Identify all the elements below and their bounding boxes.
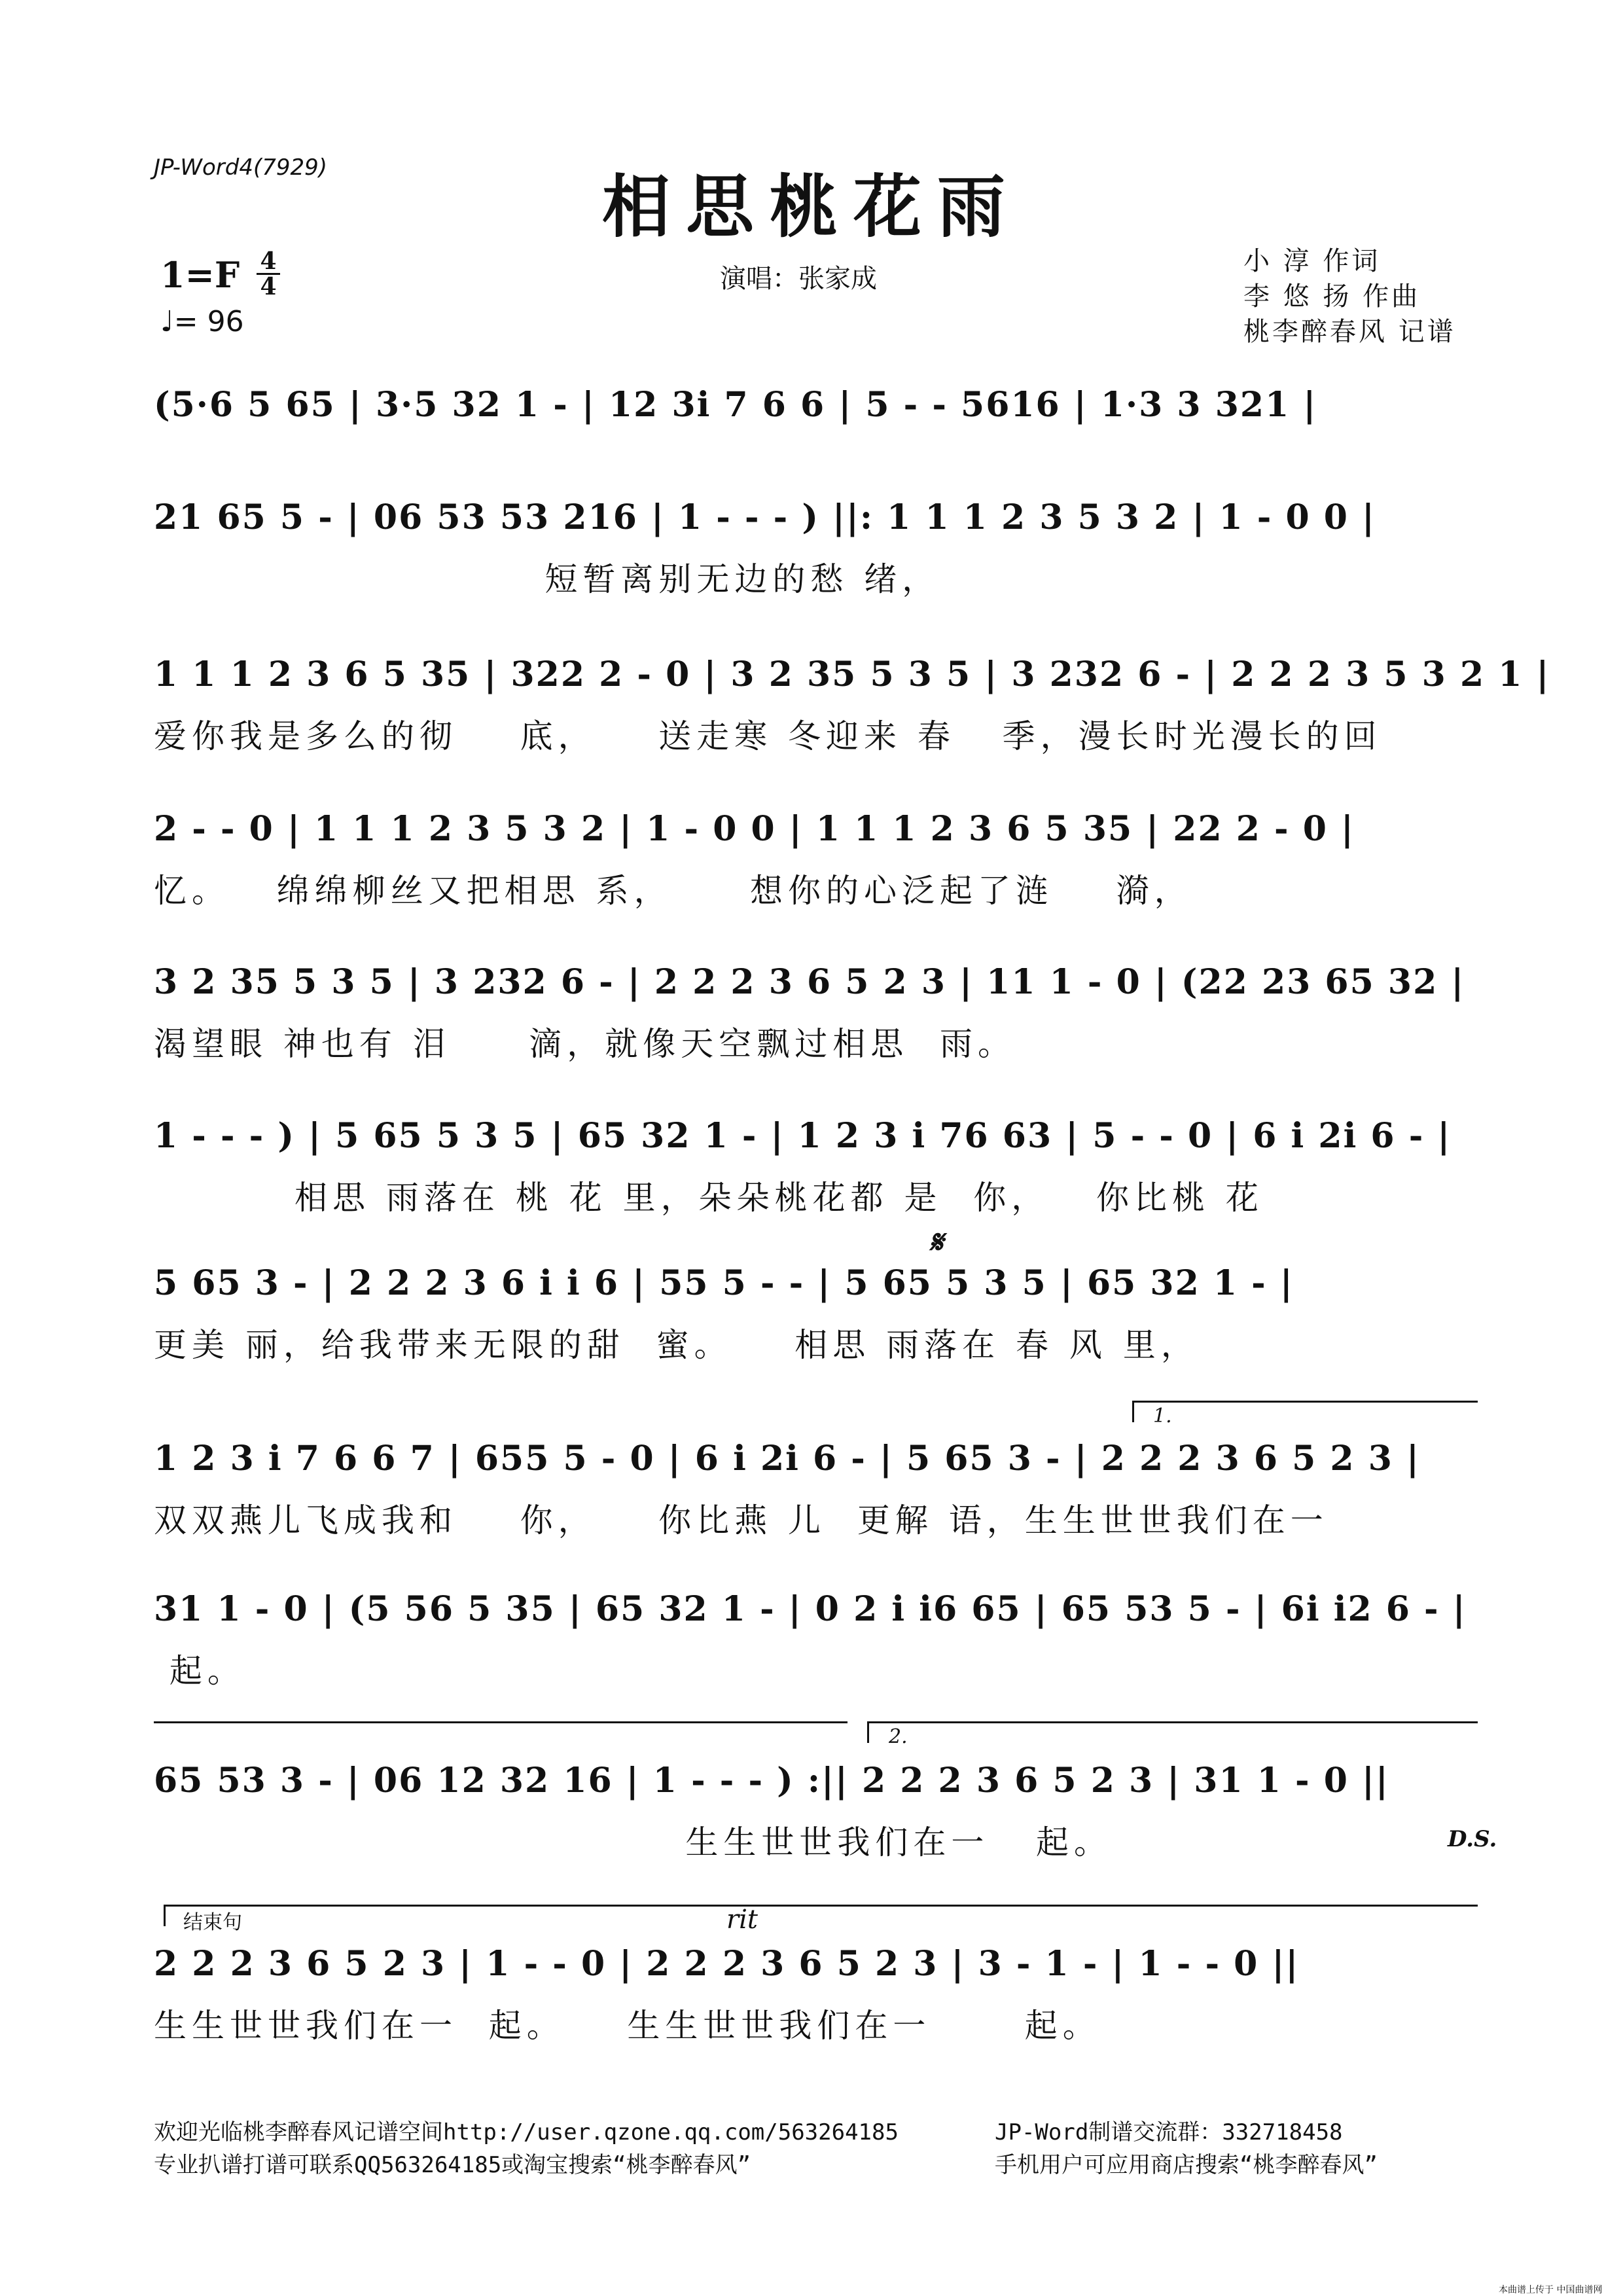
notes-line: 2 - - 0 | 1 1 1 2 3 5 3 2 | 1 - 0 0 | 1 1 1 2 3 6 5 35 | 22 2 - 0 |: [154, 809, 1355, 849]
volta-2-bracket: [867, 1721, 1478, 1743]
score-row-8: [154, 1439, 1476, 1541]
software-label: JP-Word4(7929): [154, 154, 328, 181]
notes-line: 21 65 5 - | 06 53 53 216 | 1 - - - ) ||: 1 1 1 2 3 5 3 2 | 1 - 0 0 |: [154, 497, 1376, 537]
credits-block: [1243, 243, 1456, 350]
volta-1-bracket: [1132, 1401, 1478, 1422]
tempo-marking: ♩= 96: [160, 305, 244, 338]
watermark: 本曲谱上传于 中国曲谱网: [1499, 2285, 1603, 2295]
volta-1-label: 1.: [1153, 1405, 1172, 1427]
notes-line: 65 53 3 - | 06 12 32 16 | 1 - - - ) :|| 2 2 2 3 6 5 2 3 | 31 1 - 0 ||: [154, 1761, 1389, 1801]
footer-line1-left: 欢迎光临桃李醉春风记谱空间http://user.qzone.qq.com/563264185: [154, 2119, 899, 2145]
transcriber-credit: 桃李醉春风 记谱: [1243, 317, 1456, 347]
ds-mark: D.S.: [1448, 1826, 1497, 1852]
ending-bracket: [164, 1905, 1478, 1926]
score-row-3: [154, 655, 1550, 757]
notes-line: 1 2 3 i 7 6 6 7 | 655 5 - 0 | 6 i 2i 6 - | 5 65 3 - | 2 2 2 3 6 5 2 3 |: [154, 1439, 1420, 1479]
score-row-9: [154, 1589, 1476, 1692]
song-title: 相思桃花雨: [601, 166, 1021, 247]
lyrics-line: 生生世世我们在一 起。 生生世世我们在一 起。: [154, 2007, 1101, 2045]
lyrics-line: 起。: [154, 1652, 245, 1690]
score-row-7: [154, 1263, 1476, 1366]
footer-line2-left: 专业扒谱打谱可联系QQ563264185或淘宝搜索“桃李醉春风”: [154, 2152, 751, 2178]
notes-line: 1 1 1 2 3 6 5 35 | 322 2 - 0 | 3 2 35 5 3 5 | 3 232 6 - | 2 2 2 3 5 3 2 1 |: [154, 655, 1550, 694]
notes-line: 5 65 3 - | 2 2 2 3 6 i i 6 | 55 5 - - | 5 65 5 3 5 | 65 32 1 - |: [154, 1263, 1294, 1303]
ending-label: 结束句: [183, 1911, 242, 1934]
lyrics-line: 渴望眼 神也有 泪 滴，就像天空飘过相思 雨。: [154, 1025, 1016, 1063]
time-signature: [257, 247, 280, 300]
lyrics-line: 短暂离别无边的愁 绪，: [154, 560, 940, 598]
volta-1-continuation: [154, 1721, 847, 1743]
footer-line1-right: JP-Word制谱交流群：332718458: [995, 2119, 1343, 2145]
lyricist-credit: 小 淳 作词: [1243, 246, 1381, 276]
rit-mark: rit: [726, 1905, 758, 1935]
segno-mark: 𝄋: [929, 1224, 943, 1261]
lyrics-line: 相思 雨落在 桃 花 里，朵朵桃花都 是 你， 你比桃 花: [154, 1179, 1264, 1217]
lyrics-line: 忆。 绵绵柳丝又把相思 系， 想你的心泛起了涟 漪，: [154, 872, 1192, 910]
key-signature: 1=F: [160, 254, 240, 296]
notes-line: 31 1 - 0 | (5 56 5 35 | 65 32 1 - | 0 2 i i6 65 | 65 53 5 - | 6i i2 6 - |: [154, 1589, 1467, 1629]
score-row-4: [154, 809, 1476, 912]
lyrics-line: 生生世世我们在一 起。: [154, 1823, 1113, 1861]
composer-credit: 李 悠 扬 作曲: [1243, 281, 1421, 312]
score-row-2: [154, 497, 1476, 600]
notes-line: 3 2 35 5 3 5 | 3 232 6 - | 2 2 2 3 6 5 2 3 | 11 1 - 0 | (22 23 65 32 |: [154, 962, 1465, 1002]
volta-2-label: 2.: [889, 1725, 908, 1748]
singer-credit: 演唱：张家成: [720, 264, 877, 294]
notes-line: 1 - - - ) | 5 65 5 3 5 | 65 32 1 - | 1 2 3 i 76 63 | 5 - - 0 | 6 i 2i 6 - |: [154, 1116, 1452, 1156]
lyrics-line: 爱你我是多么的彻 底， 送走寒 冬迎来 春 季，漫长时光漫长的回: [154, 717, 1382, 755]
lyrics-line: 更美 丽，给我带来无限的甜 蜜。 相思 雨落在 春 风 里，: [154, 1326, 1199, 1364]
notes-line: 2 2 2 3 6 5 2 3 | 1 - - 0 | 2 2 2 3 6 5 2 3 | 3 - 1 - | 1 - - 0 ||: [154, 1944, 1300, 1984]
score-row-1: [154, 385, 1476, 425]
time-top: 4: [260, 247, 277, 275]
lyrics-line: 双双燕儿飞成我和 你， 你比燕 儿 更解 语，生生世世我们在一: [154, 1501, 1329, 1539]
score-row-10: [154, 1761, 1476, 1863]
score-row-5: [154, 962, 1476, 1065]
score-row-11: [154, 1944, 1476, 2047]
time-bottom: 4: [260, 273, 277, 300]
notes-line: (5·6 5 65 | 3·5 32 1 - | 12 3i 7 6 6 | 5 - - 5616 | 1·3 3 321 |: [154, 385, 1317, 425]
score-row-6: [154, 1116, 1476, 1219]
footer-line2-right: 手机用户可应用商店搜索“桃李醉春风”: [995, 2152, 1378, 2178]
